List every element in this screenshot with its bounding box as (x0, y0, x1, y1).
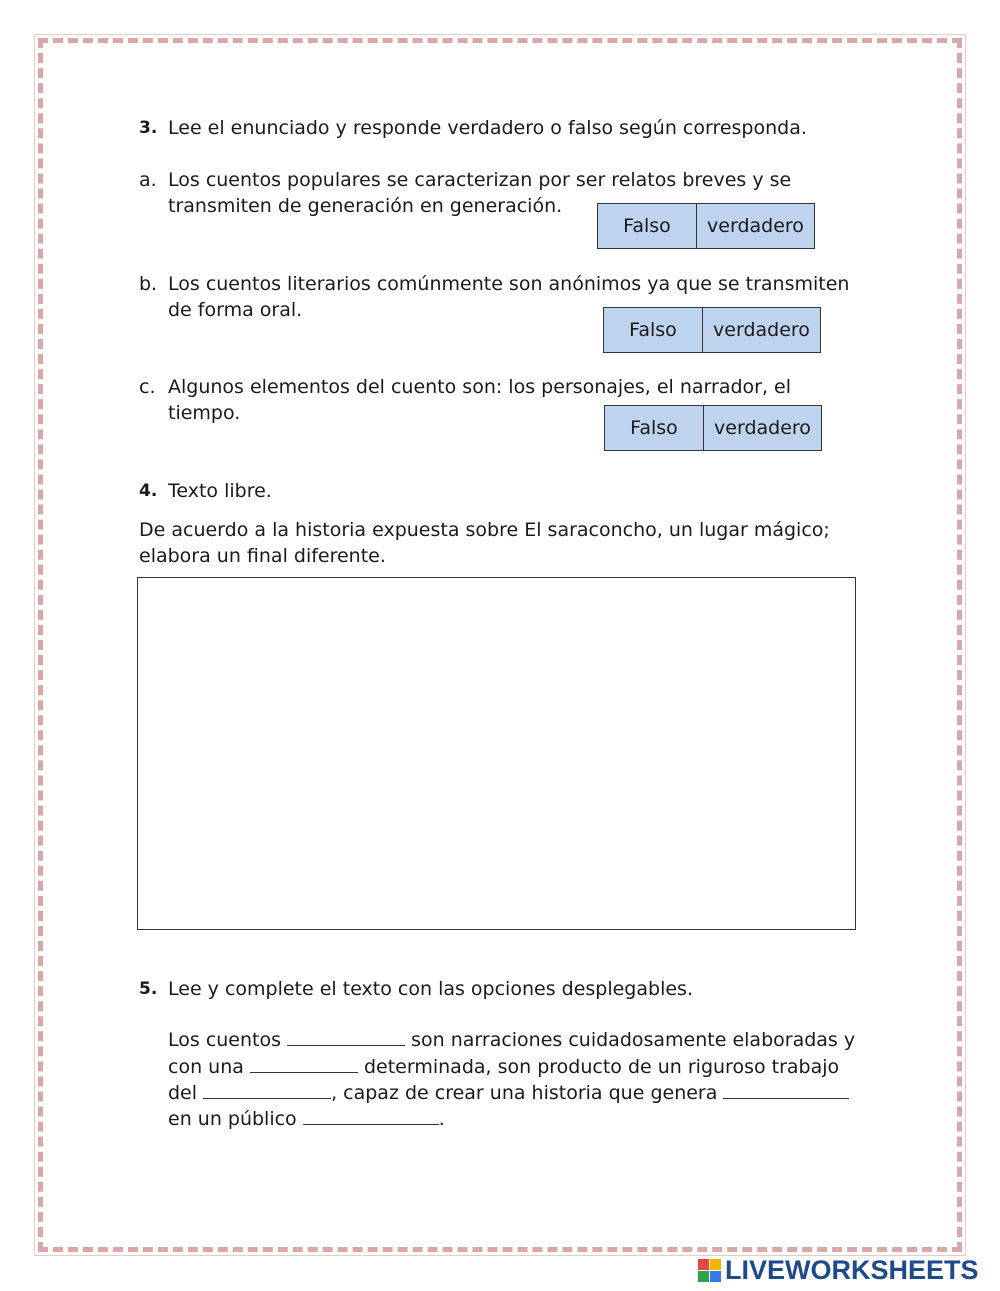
q3a-line2: transmiten de generación en generación. (168, 195, 563, 217)
q3a-verdadero-button[interactable]: verdadero (697, 203, 815, 249)
q5-blank-5-dropdown[interactable] (303, 1106, 439, 1125)
q5-line4 (168, 1106, 445, 1132)
q5-blank-1-dropdown[interactable] (287, 1027, 405, 1046)
q3c-verdadero-button[interactable]: verdadero (704, 405, 822, 451)
q5-text: Los cuentos (168, 1029, 282, 1051)
q5-line3 (168, 1080, 849, 1106)
q3c-line1: Algunos elementos del cuento son: los personajes, el narrador, el (168, 376, 792, 398)
q3-prompt: Lee el enunciado y responde verdadero o falso según corresponda. (168, 117, 807, 139)
q3b-falso-button[interactable]: Falso (603, 307, 703, 353)
q3b-verdadero-button[interactable]: verdadero (703, 307, 821, 353)
q3c-answer-group (604, 405, 822, 451)
q3c-line2: tiempo. (168, 402, 241, 424)
q4-instruction-line1: De acuerdo a la historia expuesta sobre El saraconcho, un lugar mágico; (139, 519, 830, 541)
q5-text: determinada, son producto de un riguroso trabajo (363, 1056, 840, 1078)
q5-number: 5. (139, 979, 158, 999)
q3b-answer-group (603, 307, 821, 353)
q5-text: en un público (168, 1108, 297, 1130)
q4-instruction-line2: elabora un final diferente. (139, 545, 386, 567)
liveworksheets-logo-text: LIVEWORKSHEETS (725, 1254, 979, 1285)
q3a-answer-group (597, 203, 815, 249)
q3c-falso-button[interactable]: Falso (604, 405, 704, 451)
q5-prompt: Lee y complete el texto con las opciones desplegables. (168, 978, 693, 1000)
liveworksheets-logo (698, 1256, 979, 1284)
free-text-answer-box[interactable] (137, 577, 856, 930)
q5-text: del (168, 1082, 198, 1104)
q5-blank-3-dropdown[interactable] (203, 1080, 331, 1099)
q5-text: , capaz de crear una historia que genera (331, 1082, 718, 1104)
q3c-letter: c. (139, 376, 156, 398)
q5-text: con una (168, 1056, 244, 1078)
q5-blank-4-dropdown[interactable] (723, 1080, 849, 1099)
q3a-letter: a. (139, 169, 157, 191)
q5-line1 (168, 1027, 855, 1053)
q3b-letter: b. (139, 273, 158, 295)
q4-number: 4. (139, 481, 158, 501)
q3b-line1: Los cuentos literarios comúnmente son anónimos ya que se transmiten (168, 273, 850, 295)
q5-text: son narraciones cuidadosamente elaboradas y (411, 1029, 856, 1051)
q3a-line1: Los cuentos populares se caracterizan por ser relatos breves y se (168, 169, 792, 191)
q4-title: Texto libre. (168, 480, 272, 502)
q3-number: 3. (139, 118, 158, 138)
q5-line2 (168, 1054, 839, 1080)
q5-blank-2-dropdown[interactable] (250, 1054, 358, 1073)
q5-text: . (438, 1108, 445, 1130)
liveworksheets-logo-icon (698, 1259, 721, 1282)
q3a-falso-button[interactable]: Falso (597, 203, 697, 249)
q3b-line2: de forma oral. (168, 299, 303, 321)
